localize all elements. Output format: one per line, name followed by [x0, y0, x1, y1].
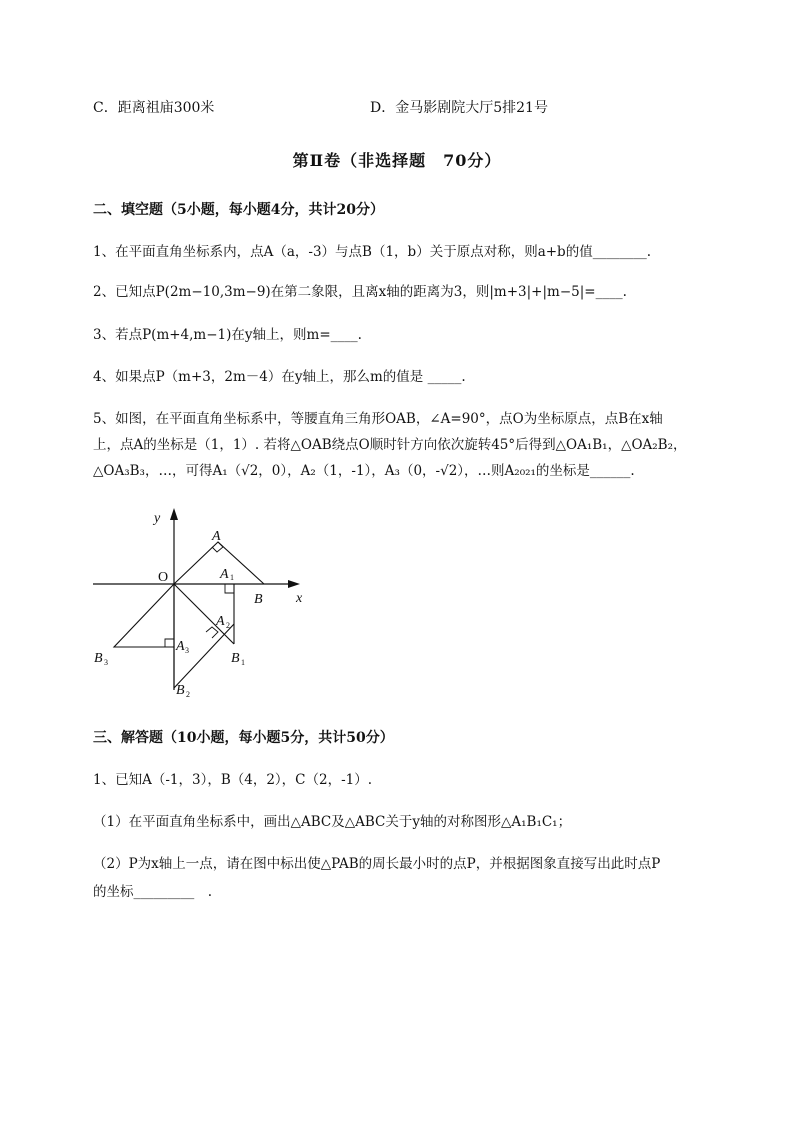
triangle-oa3b3: [114, 584, 174, 647]
fill-question-4: 4、如果点P（m+3，2m－4）在y轴上，那么m的值是 _____.: [93, 369, 466, 385]
triangle-oab: [174, 542, 264, 584]
label-a3-sub: 3: [185, 646, 189, 655]
label-b3: B: [94, 651, 103, 666]
label-a2-sub: 2: [226, 621, 230, 630]
answer-question-1: 1、已知A（-1，3），B（4，2），C（2，-1）.: [93, 772, 373, 788]
answer-question-1-part-2-cont: 的坐标_________ .: [93, 884, 213, 900]
label-x: x: [296, 591, 303, 606]
label-a2: A: [216, 614, 225, 629]
rotation-figure: [88, 500, 318, 705]
y-axis-arrow: [170, 508, 178, 520]
fill-question-1: 1、在平面直角坐标系内，点A（a，-3）与点B（1，b）关于原点对称，则a+b的值________.: [93, 244, 651, 260]
coordinate-diagram: [88, 500, 318, 705]
option-d: D．金马影剧院大厅5排21号: [370, 100, 548, 116]
label-b1: B: [231, 651, 240, 666]
label-o: O: [158, 570, 169, 585]
x-axis-arrow: [288, 580, 300, 588]
label-a3: A: [176, 639, 185, 654]
fill-question-5-line-2: 上，点A的坐标是（1，1）. 若将△OAB绕点O顺时针方向依次旋转45°后得到△OA₁B₁，△OA₂B₂，: [93, 437, 687, 453]
right-angle-mark-a1: [225, 584, 234, 593]
part-title: 第Ⅱ卷（非选择题 70分）: [292, 151, 502, 170]
section-3-title: 三、解答题（10小题，每小题5分，共计50分）: [93, 730, 394, 746]
section-2-title: 二、填空题（5小题，每小题4分，共计20分）: [93, 202, 384, 218]
triangle-oa2b2: [174, 584, 234, 688]
label-b1-sub: 1: [241, 658, 245, 667]
option-c: C．距离祖庙300米: [93, 100, 215, 116]
label-b3-sub: 3: [104, 658, 108, 667]
fill-question-5-line-1: 5、如图，在平面直角坐标系中，等腰直角三角形OAB，∠A=90°，点O为坐标原点，点B在x轴: [93, 411, 663, 427]
label-a1-sub: 1: [230, 573, 234, 582]
label-a1: A: [220, 567, 229, 582]
fill-question-2: 2、已知点P(2m−10,3m−9)在第二象限，且离x轴的距离为3，则|m+3|+|m−5|=____.: [93, 284, 627, 300]
label-y: y: [154, 511, 161, 526]
label-a: A: [212, 529, 221, 544]
fill-question-3: 3、若点P(m+4,m−1)在y轴上，则m=____.: [93, 327, 362, 343]
fill-question-5-line-3: △OA₃B₃，…，可得A₁（√2，0），A₂（1，-1），A₃（0，-√2），…则A₂₀₂₁的坐标是______.: [93, 463, 635, 479]
answer-question-1-part-1: （1）在平面直角坐标系中，画出△ABC及△ABC关于y轴的对称图形△A₁B₁C₁；: [93, 814, 572, 830]
label-b: B: [254, 592, 263, 607]
answer-question-1-part-2: （2）P为x轴上一点，请在图中标出使△PAB的周长最小时的点P，并根据图象直接写出此时点P: [93, 856, 661, 872]
right-angle-mark-a3: [165, 639, 174, 647]
label-b2-sub: 2: [186, 690, 190, 699]
label-b2: B: [176, 683, 185, 698]
